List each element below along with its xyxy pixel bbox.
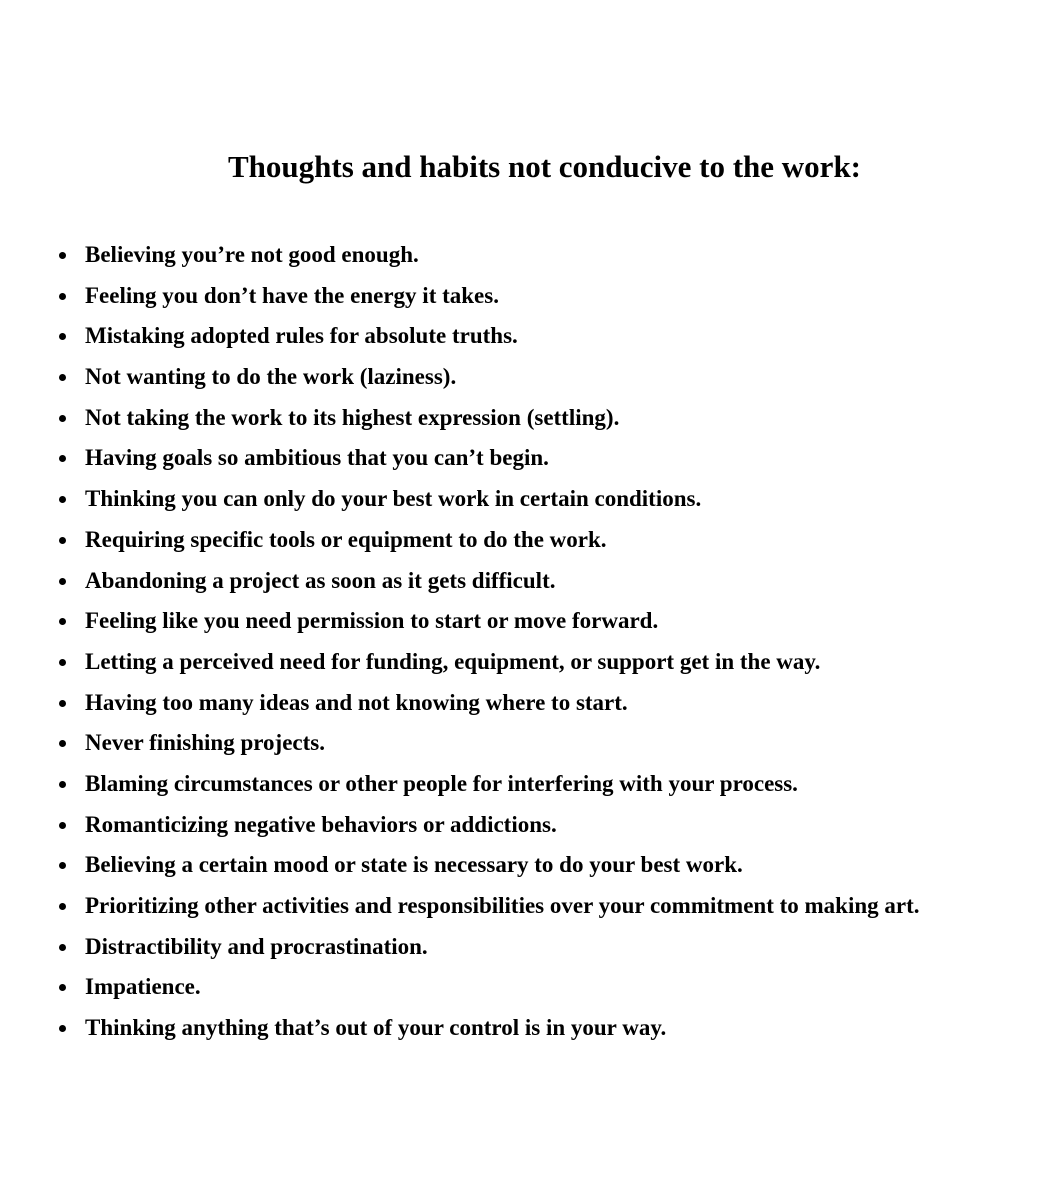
list-item	[0, 886, 920, 927]
list-item	[0, 357, 920, 398]
bullet-icon	[59, 984, 66, 991]
list-item-text: Having too many ideas and not knowing where to start.	[85, 689, 628, 715]
bullet-icon	[59, 659, 66, 666]
bullet-icon	[59, 537, 66, 544]
list-item-text: Believing you’re not good enough.	[85, 242, 419, 267]
page-title: Thoughts and habits not conducive to the work:	[227, 149, 862, 184]
list-item	[0, 967, 920, 1008]
list-item	[0, 276, 920, 317]
bullet-icon	[59, 1025, 66, 1032]
bullet-icon	[59, 333, 66, 340]
bullet-icon	[59, 740, 66, 747]
list-item-text: Believing a certain mood or state is necessary to do your best work.	[85, 852, 743, 878]
bullet-icon	[59, 496, 66, 503]
bullet-icon	[59, 781, 66, 788]
list-item-text: Mistaking adopted rules for absolute truths.	[85, 323, 518, 349]
list-item	[0, 845, 920, 886]
list-item-text: Requiring specific tools or equipment to do the work.	[85, 526, 607, 552]
bullet-icon	[59, 700, 66, 707]
list-item-text: Not taking the work to its highest expression (settling).	[85, 404, 620, 430]
list-item-text: Letting a perceived need for funding, equipment, or support get in the way.	[85, 648, 821, 674]
list-item-text: Distractibility and procrastination.	[85, 933, 428, 959]
bullet-icon	[59, 822, 66, 829]
list-item-text: Feeling like you need permission to start or move forward.	[85, 608, 659, 634]
list-item	[0, 683, 920, 724]
list-item-text: Thinking anything that’s out of your control is in your way.	[85, 1015, 667, 1041]
list-item	[0, 927, 920, 968]
list-item-text: Romanticizing negative behaviors or addictions.	[85, 811, 557, 837]
list-item	[0, 601, 920, 642]
list-item-text: Thinking you can only do your best work in certain conditions.	[85, 486, 702, 512]
list-item-text: Having goals so ambitious that you can’t begin.	[85, 445, 549, 471]
list-item-text: Prioritizing other activities and responsibilities over your commitment to making art.	[85, 893, 920, 918]
list-item-text: Never finishing projects.	[85, 730, 325, 756]
list-item	[0, 438, 920, 479]
bullet-list	[0, 235, 920, 1049]
list-item	[0, 235, 920, 276]
bullet-icon	[59, 252, 66, 259]
bullet-icon	[59, 862, 66, 869]
list-item	[0, 479, 920, 520]
list-item	[0, 398, 920, 439]
list-item-text: Feeling you don’t have the energy it takes.	[85, 282, 499, 308]
bullet-icon	[59, 618, 66, 625]
bullet-icon	[59, 944, 66, 951]
bullet-icon	[59, 455, 66, 462]
list-item	[0, 520, 920, 561]
list-item-text: Not wanting to do the work (laziness).	[85, 364, 457, 390]
bullet-icon	[59, 903, 66, 910]
list-item-text: Impatience.	[85, 974, 201, 1000]
bullet-icon	[59, 374, 66, 381]
bullet-icon	[59, 293, 66, 300]
list-item	[0, 805, 920, 846]
list-item	[0, 642, 920, 683]
list-item-text: Blaming circumstances or other people for interfering with your process.	[85, 770, 798, 796]
list-item	[0, 561, 920, 602]
list-item	[0, 723, 920, 764]
bullet-icon	[59, 578, 66, 585]
list-item	[0, 1008, 920, 1049]
list-item	[0, 764, 920, 805]
list-item-text: Abandoning a project as soon as it gets difficult.	[85, 567, 556, 593]
list-item	[0, 316, 920, 357]
bullet-icon	[59, 415, 66, 422]
